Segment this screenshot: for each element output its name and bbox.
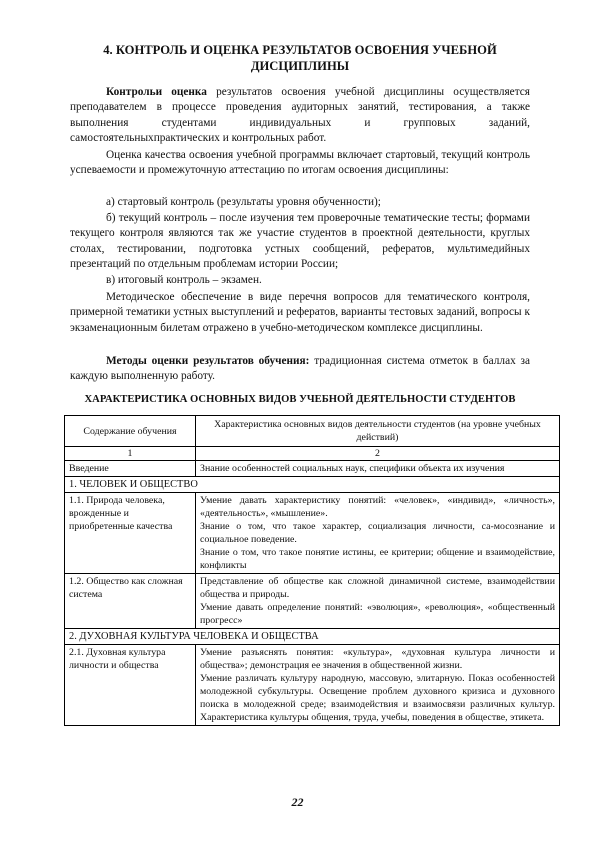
paragraph-start-control: а) стартовый контроль (результаты уровня обученности); xyxy=(106,196,381,208)
paragraph-current-control: б) текущий контроль – после изучения тем проверочные тематические тесты; формами текущего контроля являются так же участие студентов в проектной деятельности, круглых столах, тестировании, подготовка устных сообщений, рефератов, мультимедийных презентаций по отдельным проблемам истории России; xyxy=(70,212,530,270)
row-description xyxy=(196,493,560,574)
description-line: Знание о том, что такое понятие истины, ее критерии; общение и взаимодействие, конфликты xyxy=(200,547,555,571)
row-description xyxy=(196,645,560,726)
row-description: Знание особенностей социальных наук, специфики объекта их изучения xyxy=(196,461,560,477)
column-number: 2 xyxy=(196,447,560,461)
description-line: Умение давать определение понятий: «эволюция», «революция», «общественный прогресс» xyxy=(200,602,555,626)
description-line: Представление об обществе как сложной динамичной системе, взаимодействии общества и природы. xyxy=(200,576,555,600)
paragraph-text: результатов освоения учебной дисциплины осуществляется преподавателем в процессе проведения аудиторных занятий, тестирования, а также выполнения студентами индивидуальных и групповых заданий, самостоятельныхпрактических и контрольных работ. xyxy=(70,86,530,144)
description-line: Умение различать культуру народную, массовую, элитарную. Показ особенностей молодежной субкультуры. Освещение проблем духовного кризиса и духовного поиска в молодежной среде; взаимодействия и взаимосвязи различных культур. Характеристика культуры общения, труда, учебы, поведения в обществе, этикета. xyxy=(200,673,555,723)
row-label: 2.1. Духовная культура личности и общества xyxy=(65,645,196,726)
paragraph-lead-bold: Методы оценки результатов обучения: xyxy=(106,355,310,367)
description-line: Умение разъяснять понятия: «культура», «духовная культура личности и общества»; демонстрация ее значения в общественной жизни. xyxy=(200,647,555,671)
header-cell-content: Содержание обучения xyxy=(65,416,196,447)
activities-table xyxy=(64,415,560,726)
section-row xyxy=(65,477,560,493)
table-title: ХАРАКТЕРИСТИКА ОСНОВНЫХ ВИДОВ УЧЕБНОЙ ДЕЯТЕЛЬНОСТИ СТУДЕНТОВ xyxy=(84,394,516,405)
row-label: Введение xyxy=(65,461,196,477)
table-row xyxy=(65,574,560,629)
paragraph-lead-bold: Контрольи оценка xyxy=(106,86,207,98)
table-row xyxy=(65,493,560,574)
column-number-row xyxy=(65,447,560,461)
section-heading: 1. ЧЕЛОВЕК И ОБЩЕСТВО xyxy=(65,477,560,493)
description-line: Знание о том, что такое характер, социализация личности, са-мосознание и социальное поведение. xyxy=(200,521,555,545)
paragraph-text: традиционная система отметок в баллах за каждую выполненную работу. xyxy=(70,355,530,383)
paragraph-control-assessment xyxy=(70,85,530,146)
paragraph-assessment-methods xyxy=(70,354,530,385)
section-row xyxy=(65,629,560,645)
column-number: 1 xyxy=(65,447,196,461)
page-title: 4. КОНТРОЛЬ И ОЦЕНКА РЕЗУЛЬТАТОВ ОСВОЕНИЯ УЧЕБНОЙ ДИСЦИПЛИНЫ xyxy=(103,43,497,73)
paragraph-final-control: в) итоговый контроль – экзамен. xyxy=(106,274,262,286)
paragraph-methodical-support: Методическое обеспечение в виде перечня вопросов для тематического контроля, примерной тематики устных выступлений и рефератов, варианты тестовых заданий, вопросы к экзаменационным билетам отражено в учебно-методическом комплексе дисциплины. xyxy=(70,291,530,334)
description-line: Умение давать характеристику понятий: «человек», «индивид», «личность», «деятельность», «мышление». xyxy=(200,495,555,519)
paragraph-quality-assessment: Оценка качества освоения учебной программы включает стартовый, текущий контроль успеваемости и промежуточную аттестацию по итогам освоения дисциплины: xyxy=(70,149,530,177)
table-row xyxy=(65,461,560,477)
row-label: 1.2. Общество как сложная система xyxy=(65,574,196,629)
header-cell-activities: Характеристика основных видов деятельности студентов (на уровне учебных действий) xyxy=(196,416,560,447)
table-row xyxy=(65,645,560,726)
table-header-row xyxy=(65,416,560,447)
page-number: 22 xyxy=(291,795,304,809)
row-description xyxy=(196,574,560,629)
section-heading: 2. ДУХОВНАЯ КУЛЬТУРА ЧЕЛОВЕКА И ОБЩЕСТВА xyxy=(65,629,560,645)
row-label: 1.1. Природа человека, врожденные и приобретенные качества xyxy=(65,493,196,574)
